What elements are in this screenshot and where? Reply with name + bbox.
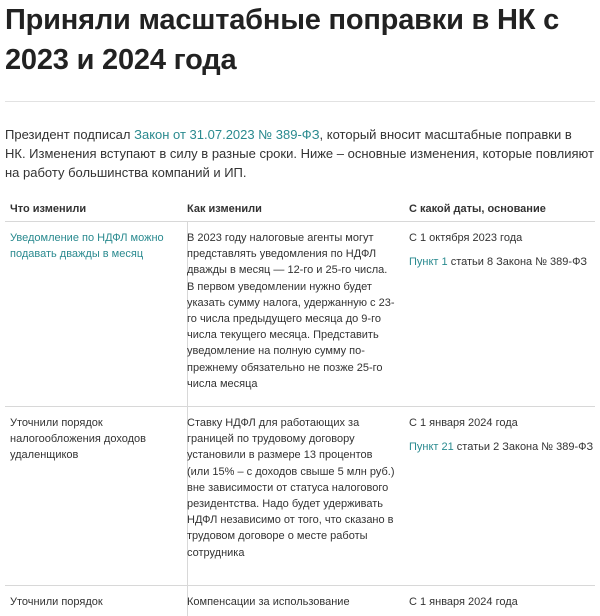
row-when (409, 415, 595, 455)
row-ref-text: статьи 2 Закона № 389-ФЗ (453, 441, 594, 454)
law-link[interactable]: Закон от 31.07.2023 № 389-ФЗ (134, 127, 320, 142)
title-divider (5, 101, 595, 102)
row-ref-text: статьи 8 Закона № 389-ФЗ (447, 256, 588, 269)
row-when (409, 230, 595, 270)
row-how: В 2023 году налоговые агенты могут представлять уведомления по НДФЛ дважды в месяц — 12-го и 25-го числа. В первом уведомлении нужно будет указать сумму налога, удержанную с 23-го числа предыдущего месяца до 9-го числа текущего месяца. Представить уведомление на полную сумму по-прежнему обязательно не позже 25-го числа месяца (187, 232, 395, 390)
row-date: С 1 октября 2023 года (409, 232, 523, 244)
row-ref-link[interactable]: Пункт 1 (409, 256, 448, 269)
row-date: С 1 января 2024 года (409, 417, 518, 429)
row-what-link[interactable]: Уведомление по НДФЛ можно подавать дважды в месяц (10, 232, 164, 261)
table-row (5, 586, 595, 616)
row-how: Ставку НДФЛ для работающих за границей по трудовому договору установили в размере 13 процентов (или 15% – с доходов свыше 5 млн руб.) вне зависимости от статуса налогового резидентства. Надо будет удерживать НДФЛ независимо от того, что сказано в трудовом договоре о месте работы сотрудника (187, 417, 395, 559)
row-date: С 1 января 2024 года (409, 596, 518, 608)
header-how: Как изменили (187, 203, 262, 215)
table-row (5, 407, 595, 586)
article-title: Приняли масштабные поправки в НК с 2023 и 2024 года (5, 4, 560, 76)
header-what: Что изменили (10, 203, 87, 215)
row-what: Уточнили порядок налогообложения доходов удаленщиков (10, 417, 146, 462)
header-when: С какой даты, основание (409, 203, 546, 215)
table-row (5, 222, 595, 407)
changes-table (5, 199, 595, 616)
intro-text-end: , который вносит масштабные поправки в НК. Изменения вступают в силу в разные сроки. Ниже – основные изменения, которые повлияют на работу большинства компаний и ИП. (5, 127, 594, 180)
table-header (5, 199, 595, 222)
row-how: Компенсации за использование (187, 596, 350, 608)
intro-text-start: Президент подписал (5, 127, 135, 142)
article-intro (5, 125, 595, 182)
row-what: Уточнили порядок (10, 596, 103, 608)
row-ref-link[interactable]: Пункт 21 (409, 441, 454, 454)
